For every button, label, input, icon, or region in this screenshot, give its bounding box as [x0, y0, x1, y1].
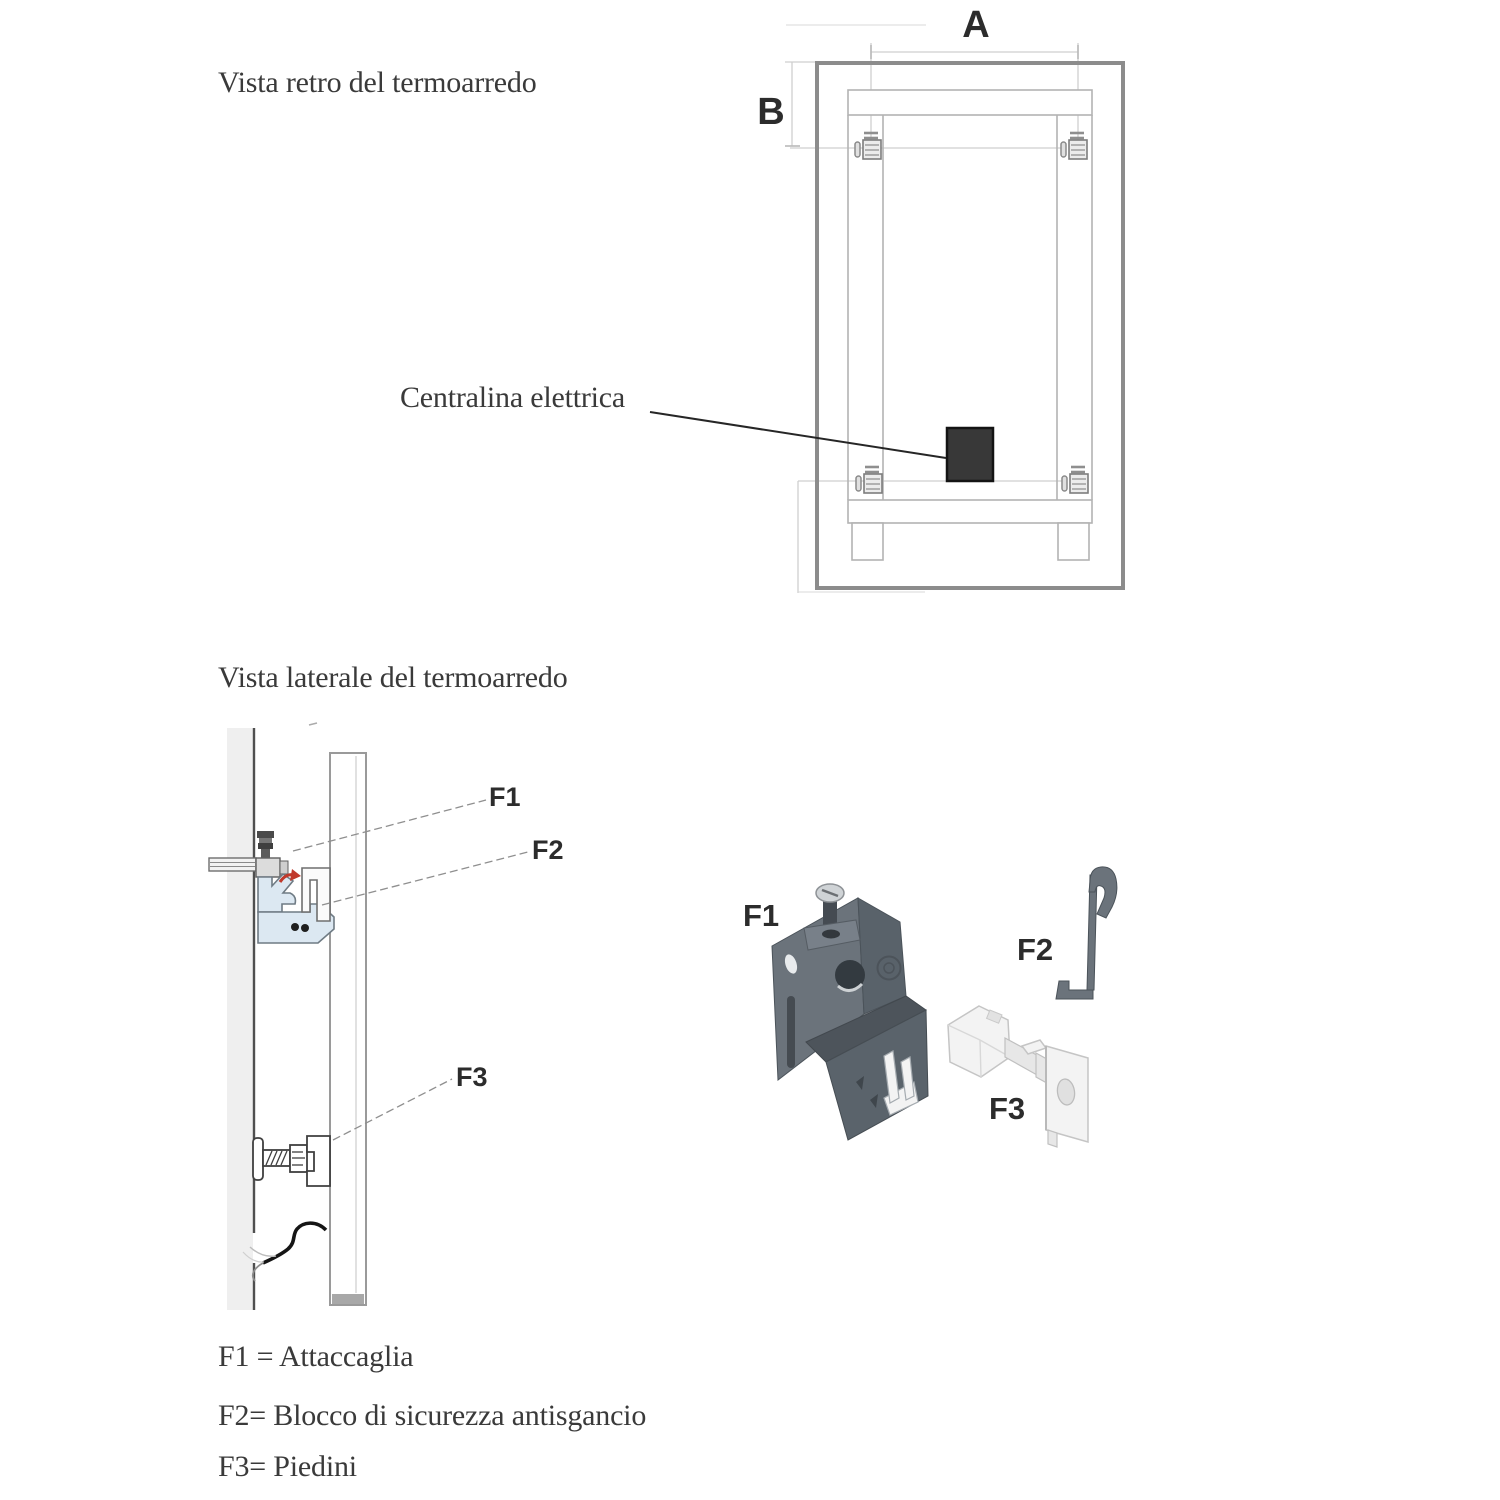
- rear-view-drawing: [650, 25, 1123, 593]
- side-view-title: Vista laterale del termoarredo: [218, 661, 568, 694]
- radiator-leg-right: [1058, 523, 1089, 560]
- rear-view-title: Vista retro del termoarredo: [218, 66, 537, 99]
- dimension-label-b: B: [757, 91, 785, 133]
- control-unit-leader-line: [650, 412, 946, 458]
- side-label-f3: F3: [456, 1062, 488, 1092]
- legend-item-f2: F2= Blocco di sicurezza antisgancio: [218, 1399, 647, 1432]
- legend-item-f3: F3= Piedini: [218, 1450, 357, 1483]
- radiator-body: [848, 90, 1092, 560]
- part-f2-illustration: [1056, 867, 1117, 999]
- part-f1-illustration: [772, 884, 928, 1140]
- side-foot-assembly: [253, 1136, 330, 1186]
- legend-item-f1: F1 = Attaccaglia: [218, 1340, 414, 1373]
- radiator-panel-side: [330, 753, 366, 1305]
- wall: [227, 728, 253, 1310]
- control-unit-callout: Centralina elettrica: [400, 381, 626, 414]
- side-label-f1: F1: [489, 782, 521, 812]
- dimension-A-line: [871, 45, 1078, 59]
- part-label-f3: F3: [989, 1091, 1026, 1126]
- control-unit-box: [947, 428, 993, 481]
- side-label-f2: F2: [532, 835, 564, 865]
- part-label-f1: F1: [743, 898, 780, 933]
- leader-f1: [293, 800, 486, 851]
- part-label-f2: F2: [1017, 932, 1054, 967]
- radiator-leg-left: [852, 523, 883, 560]
- dimension-label-a: A: [962, 4, 990, 46]
- side-view-drawing: [209, 723, 528, 1310]
- power-cable: [243, 1223, 326, 1281]
